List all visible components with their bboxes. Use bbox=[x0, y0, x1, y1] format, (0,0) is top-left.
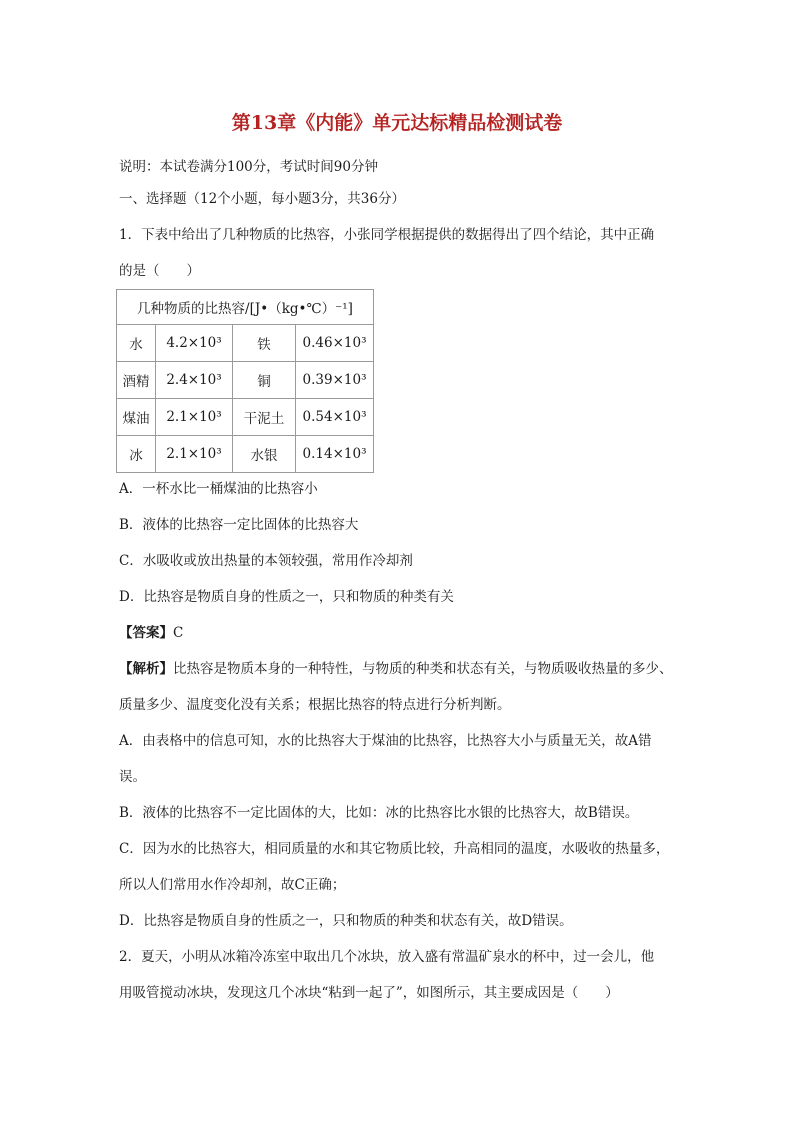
explain-c-line1: C．因为水的比热容大，相同质量的水和其它物质比较，升高相同的温度，水吸收的热量多， bbox=[119, 841, 670, 857]
table-cell-substance: 水 bbox=[117, 325, 156, 362]
analysis-line1 bbox=[119, 660, 673, 678]
table-cell-substance: 酒精 bbox=[117, 362, 156, 399]
question-2-stem-line2: 用吸管搅动冰块，发现这几个冰块“粘到一起了”，如图所示，其主要成因是（ ） bbox=[119, 985, 619, 1001]
answer-line bbox=[119, 624, 183, 642]
table-cell-substance: 冰 bbox=[117, 436, 156, 473]
table-caption-row bbox=[117, 290, 374, 325]
analysis-label: 【解析】 bbox=[119, 661, 173, 677]
explain-d: D．比热容是物质自身的性质之一，只和物质的种类和状态有关，故D错误。 bbox=[119, 913, 573, 929]
table-cell-substance: 煤油 bbox=[117, 399, 156, 436]
option-d: D．比热容是物质自身的性质之一，只和物质的种类有关 bbox=[119, 589, 454, 605]
table-cell-value: 0.39×10³ bbox=[296, 362, 374, 399]
table-cell-substance: 干泥土 bbox=[233, 399, 296, 436]
answer-label: 【答案】 bbox=[119, 625, 173, 641]
option-b: B．液体的比热容一定比固体的比热容大 bbox=[119, 517, 359, 533]
answer-value: C bbox=[173, 625, 184, 641]
table-cell-substance: 水银 bbox=[233, 436, 296, 473]
instructions-text: 说明：本试卷满分100分，考试时间90分钟 bbox=[119, 159, 378, 175]
table-cell-value: 4.2×10³ bbox=[156, 325, 233, 362]
explain-b: B．液体的比热容不一定比固体的大，比如：冰的比热容比水银的比热容大，故B错误。 bbox=[119, 805, 639, 821]
explain-a-line2: 误。 bbox=[119, 769, 146, 785]
option-c: C．水吸收或放出热量的本领较强，常用作冷却剂 bbox=[119, 553, 413, 569]
table-cell-value: 0.54×10³ bbox=[296, 399, 374, 436]
question-1-stem-line2: 的是（ ） bbox=[119, 263, 200, 279]
specific-heat-table bbox=[116, 289, 374, 473]
table-cell-substance: 铁 bbox=[233, 325, 296, 362]
table-row bbox=[117, 325, 374, 362]
analysis-line2: 质量多少、温度变化没有关系；根据比热容的特点进行分析判断。 bbox=[119, 697, 511, 713]
question-2-stem-line1: 2．夏天，小明从冰箱冷冻室中取出几个冰块，放入盛有常温矿泉水的杯中，过一会儿，他 bbox=[119, 949, 655, 965]
table-cell-value: 2.4×10³ bbox=[156, 362, 233, 399]
table-row bbox=[117, 436, 374, 473]
table-cell-value: 0.46×10³ bbox=[296, 325, 374, 362]
question-1-stem-line1: 1．下表中给出了几种物质的比热容，小张同学根据提供的数据得出了四个结论，其中正确 bbox=[119, 227, 655, 243]
explain-a-line1: A．由表格中的信息可知，水的比热容大于煤油的比热容，比热容大小与质量无关，故A错 bbox=[119, 733, 652, 749]
analysis-text: 比热容是物质本身的一种特性，与物质的种类和状态有关，与物质吸收热量的多少、 bbox=[173, 661, 673, 677]
table-cell-value: 0.14×10³ bbox=[296, 436, 374, 473]
table-cell-value: 2.1×10³ bbox=[156, 436, 233, 473]
table-row bbox=[117, 362, 374, 399]
table-cell-value: 2.1×10³ bbox=[156, 399, 233, 436]
table-row bbox=[117, 399, 374, 436]
table-cell-substance: 铜 bbox=[233, 362, 296, 399]
section-heading: 一、选择题（12个小题，每小题3分，共36分） bbox=[119, 191, 405, 207]
page-title: 第13章《内能》单元达标精品检测试卷 bbox=[231, 112, 563, 134]
table-caption: 几种物质的比热容/[J•（kg•℃）⁻¹] bbox=[117, 290, 374, 325]
explain-c-line2: 所以人们常用水作冷却剂，故C正确； bbox=[119, 877, 346, 893]
option-a: A．一杯水比一桶煤油的比热容小 bbox=[119, 481, 318, 497]
